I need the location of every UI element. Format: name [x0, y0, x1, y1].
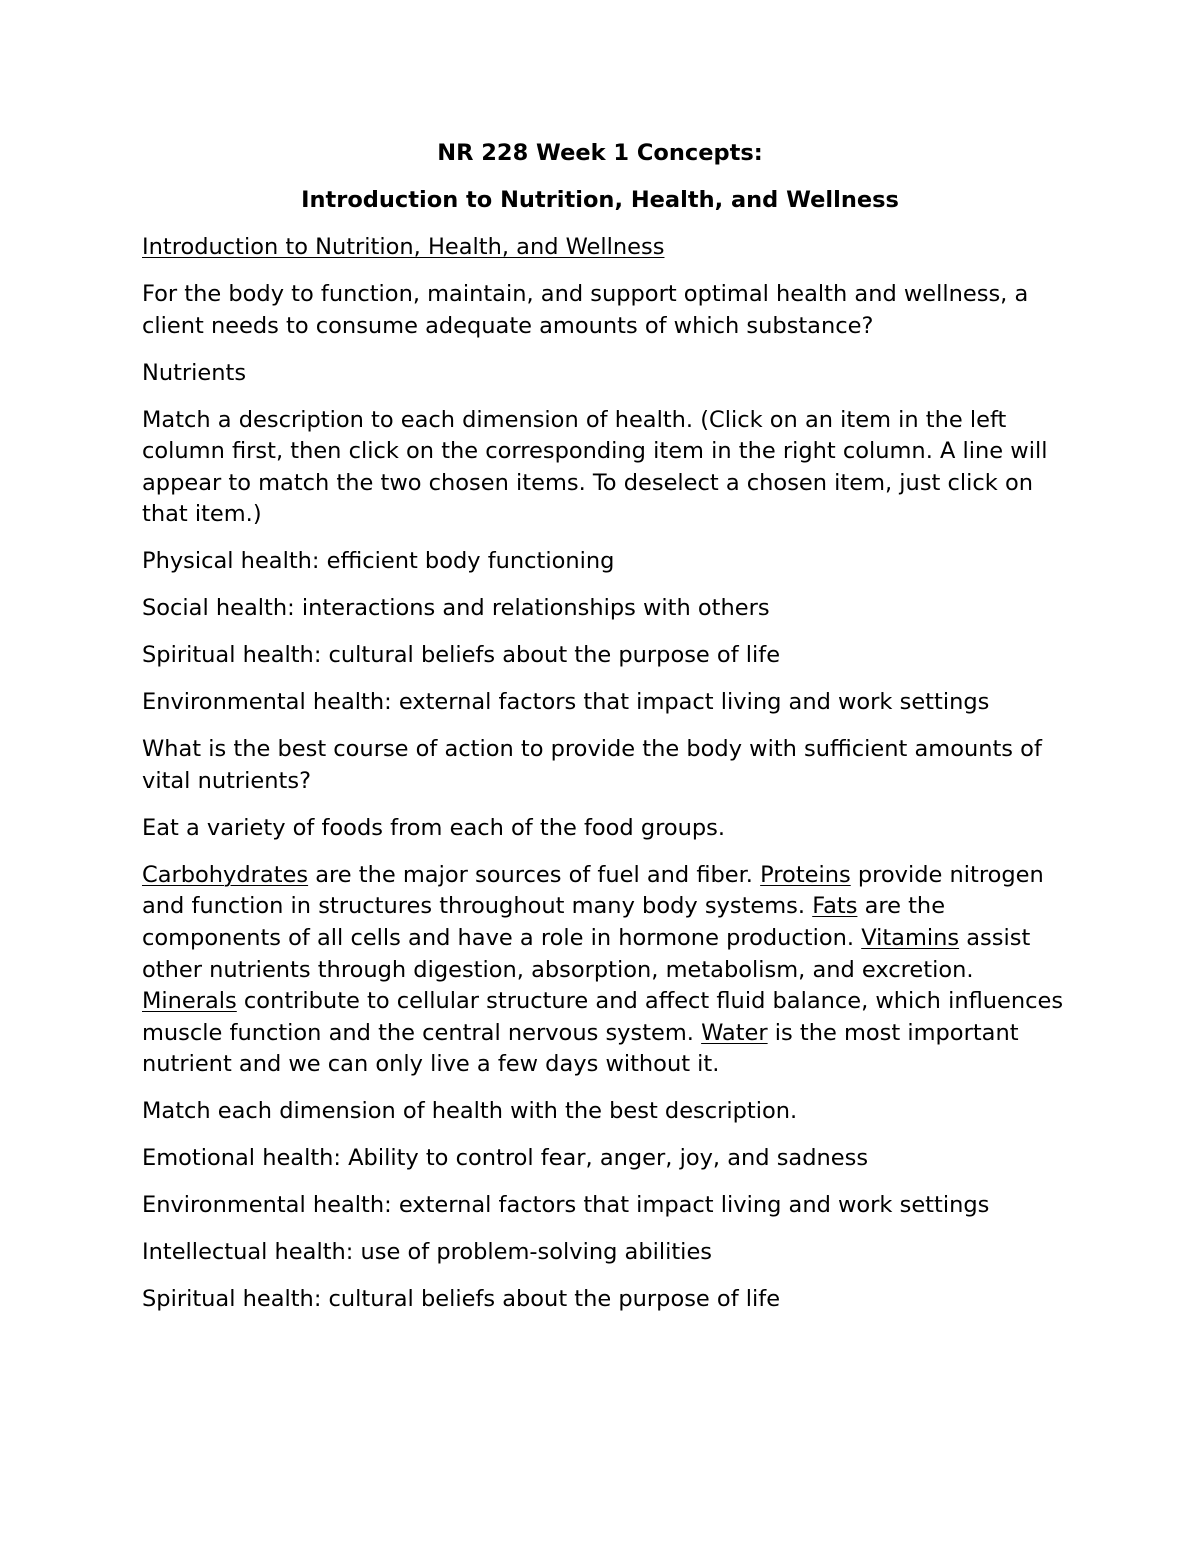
- answer-4-item: Intellectual health: use of problem-solving abilities: [142, 1239, 713, 1266]
- question-4: Match each dimension of health with the best description.: [142, 1098, 798, 1125]
- answer-2-item: Environmental health: external factors that impact living and work settings: [142, 689, 990, 716]
- fats-description: are the components of all cells and have a role in hormone production.: [142, 893, 946, 951]
- carbohydrates-description: are the major sources of fuel and fiber.: [308, 861, 761, 888]
- minerals-term: Minerals: [142, 988, 237, 1015]
- water-term: Water: [701, 1019, 768, 1046]
- answer-4-item: Spiritual health: cultural beliefs about the purpose of life: [142, 1286, 781, 1313]
- answer-2-item: Social health: interactions and relationships with others: [142, 595, 770, 622]
- section-heading-text: Introduction to Nutrition, Health, and Wellness: [142, 233, 665, 260]
- question-3: What is the best course of action to provide the body with sufficient amounts of vital nutrients?: [142, 736, 1042, 794]
- nutrients-paragraph: [142, 860, 1072, 1081]
- section-heading: [142, 232, 1072, 264]
- water-description: is the most important nutrient and we can only live a few days without it.: [142, 1019, 1019, 1078]
- question-2: Match a description to each dimension of health. (Click on an item in the left column first, then click on the corresponding item in the right column. A line will appear to match the two chosen items. To deselect a chosen item, just click on that item.): [142, 406, 1048, 528]
- answer-4-item: Environmental health: external factors that impact living and work settings: [142, 1192, 990, 1219]
- answer-4-item: Emotional health: Ability to control fear, anger, joy, and sadness: [142, 1145, 869, 1172]
- fats-term: Fats: [812, 893, 858, 920]
- answer-2-item: Physical health: efficient body functioning: [142, 548, 615, 575]
- vitamins-term: Vitamins: [861, 924, 960, 951]
- proteins-term: Proteins: [760, 861, 851, 888]
- answer-3: Eat a variety of foods from each of the food groups.: [142, 814, 726, 841]
- answer-1: Nutrients: [142, 359, 247, 386]
- document-body: [142, 138, 1072, 1331]
- carbohydrates-term: Carbohydrates: [142, 861, 309, 888]
- minerals-description: contribute to cellular structure and affect fluid balance, which influences muscle function and the central nervous system.: [142, 988, 1064, 1046]
- question-1: For the body to function, maintain, and support optimal health and wellness, a client needs to consume adequate amounts of which substance?: [142, 280, 1029, 339]
- vitamins-description: assist other nutrients through digestion, absorption, metabolism, and excretion.: [142, 924, 1031, 983]
- proteins-description: provide nitrogen and function in structures throughout many body systems.: [142, 861, 1044, 920]
- answer-2-item: Spiritual health: cultural beliefs about the purpose of life: [142, 642, 781, 669]
- document-title-line-2: Introduction to Nutrition, Health, and Wellness: [301, 186, 899, 213]
- document-title-line-1: NR 228 Week 1 Concepts:: [437, 140, 763, 166]
